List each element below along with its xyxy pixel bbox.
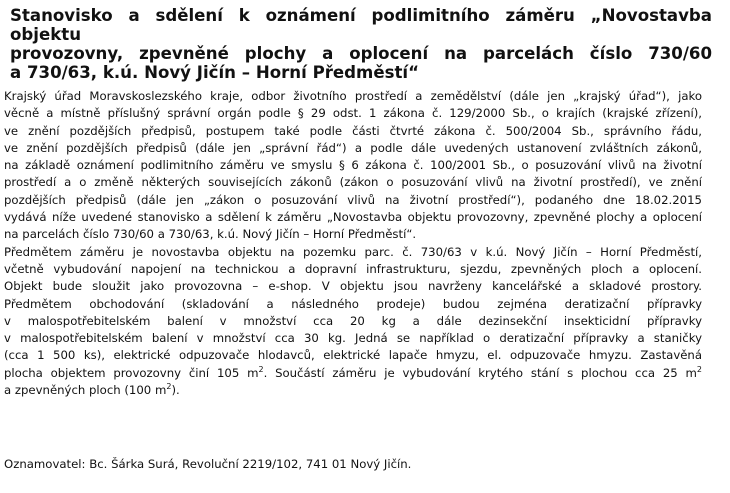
body-line-13: Předmětem obchodování (skladování a následného prodeje) budou zejména deratizační přípravky [4,296,702,311]
paved-superscript: 2 [166,382,172,392]
body-line-17 [4,365,702,382]
body-line-4: ve znění pozdějších předpisů (dále jen „správní řád“) a podle dále uvedených ustanovení zvláštních zákonů, [4,140,702,155]
body-line-5: na základě oznámení podlimitního záměru ve smyslu § 6 zákona č. 100/2001 Sb., o posuzování vlivů na životní [4,158,702,173]
area-superscript-2: 2 [696,364,702,374]
title-line-3: a 730/63, k.ú. Nový Jičín – Horní Předměstí“ [10,63,420,82]
body-line-1: Krajský úřad Moravskoslezského kraje, odbor životního prostředí a zemědělství (dále jen „krajský úřad“), jako [4,89,702,103]
area-text-rest: . Součástí záměru je vybudování krytého stání s plochou cca 25 m [263,365,697,380]
body-line-3: ve znění pozdějších předpisů, postupem také podle části čtvrté zákona č. 500/2004 Sb., správního řádu, [4,123,702,138]
body-line-7: pozdějších předpisů (dále jen „zákon o posuzování vlivů na životní prostředí“), podaného dne 18.02.2015 [4,192,702,207]
document-page [10,6,712,82]
document-body [4,88,702,399]
area-text: plocha objektem provozovny činí 105 m [4,365,259,380]
title-line-1: Stanovisko a sdělení k oznámení podlimitního záměru „Novostavba objektu [10,6,712,44]
body-line-11: včetně vybudování napojení na technickou a dopravní infrastrukturu, sjezdu, zpevněných ploch a oplocení. [4,261,702,276]
applicant-line: Oznamovatel: Bc. Šárka Surá, Revoluční 2219/102, 741 01 Nový Jičín. [4,457,412,471]
body-line-6: prostředí a o změně některých souvisejících zákonů (zákon o posuzování vlivů na životní prostředí), ve znění [4,175,702,190]
title-line-2: provozovny, zpevněné plochy a oplocení na parcelách číslo 730/60 [10,44,712,63]
paved-text: a zpevněných ploch (100 m [4,383,167,398]
body-line-8: vydává níže uvedené stanovisko a sdělení k záměru „Novostavba objektu provozovny, zpevněné plochy a oplocení [4,210,702,225]
area-superscript: 2 [258,364,264,374]
body-line-10: Předmětem záměru je novostavba objektu na pozemku parc. č. 730/63 v k.ú. Nový Jičín – Horní Předměstí, [4,244,702,259]
paved-text-rest: ). [171,383,180,398]
body-line-16: (cca 1 500 ks), elektrické odpuzovače hlodavců, elektrické lapače hmyzu, el. odpuzovače hmyzu. Zastavěná [4,348,702,363]
document-title [10,6,712,82]
body-line-18 [4,382,702,399]
body-line-9: na parcelách číslo 730/60 a 730/63, k.ú. Nový Jičín – Horní Předměstí“. [4,227,417,242]
body-line-12: Objekt bude sloužit jako provozovna – e-shop. V objektu jsou navrženy kancelářské a skladové prostory. [4,279,702,294]
body-line-15: v malospotřebitelském balení v množství cca 30 kg. Jedná se například o deratizační přípravky a staničky [4,331,702,346]
body-line-2: věcně a místně příslušný správní orgán podle § 29 odst. 1 zákona č. 129/2000 Sb., o krajích (krajské zřízení), [4,106,702,121]
body-line-14: v malospotřebitelském balení v množství cca 20 kg a dále dezinsekční insekticidní přípravky [4,313,702,328]
